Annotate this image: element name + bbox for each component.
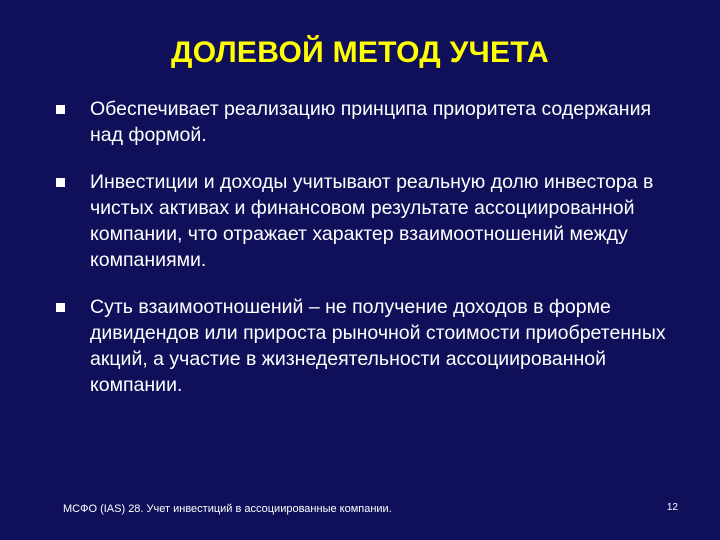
bullet-item bbox=[56, 294, 686, 398]
footer-note: МСФО (IAS) 28. Учет инвестиций в ассоциированные компании. bbox=[63, 503, 392, 515]
bullet-text: Суть взаимоотношений – не получение доходов в форме дивидендов или прироста рыночной стоимости приобретенных акций, а участие в жизнедеятельности ассоциированной компании. bbox=[90, 296, 666, 396]
square-bullet-icon bbox=[56, 178, 65, 187]
bullet-text: Инвестиции и доходы учитывают реальную долю инвестора в чистых активах и финансовом результате ассоциированной компании, что отражает характер взаимоотношений между компаниями. bbox=[90, 171, 654, 271]
bullet-item bbox=[56, 96, 686, 148]
slide-title: ДОЛЕВОЙ МЕТОД УЧЕТА bbox=[171, 36, 549, 69]
square-bullet-icon bbox=[56, 105, 65, 114]
bullet-list bbox=[56, 96, 686, 419]
bullet-item bbox=[56, 169, 686, 273]
square-bullet-icon bbox=[56, 303, 65, 312]
page-number: 12 bbox=[666, 502, 678, 513]
bullet-text: Обеспечивает реализацию принципа приоритета содержания над формой. bbox=[90, 98, 652, 146]
